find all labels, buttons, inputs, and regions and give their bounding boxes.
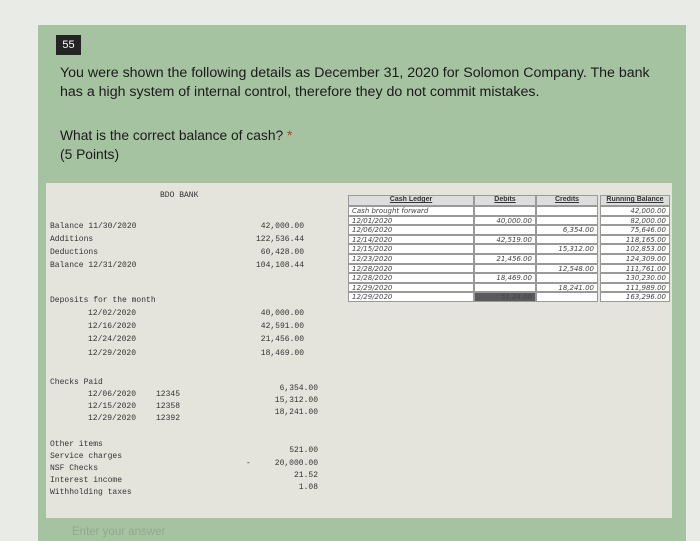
ledger-debit-column	[474, 195, 536, 302]
question-image	[46, 183, 672, 518]
summary-label-0: Balance 11/30/2020	[50, 222, 137, 231]
ledger-desc-8: 12/29/2020	[348, 283, 474, 293]
deposit-value-0: 40,000.00	[260, 309, 304, 318]
question-number-badge: 55	[56, 35, 81, 55]
other-label-3: Withholding taxes	[50, 488, 132, 497]
deposit-value-3: 18,469.00	[260, 349, 304, 358]
question-points: (5 Points)	[60, 147, 120, 162]
ledger-header-balance: Running Balance	[600, 195, 670, 206]
summary-label-1: Additions	[50, 235, 94, 244]
summary-value-1: 122,536.44	[255, 235, 304, 244]
ledger-credit-5	[536, 254, 598, 264]
deposit-date-3: 12/29/2020	[88, 349, 137, 358]
cash-ledger-table	[346, 195, 672, 365]
check-number-2: 12392	[156, 414, 181, 423]
ledger-debit-8	[474, 283, 536, 293]
checks-label: Checks Paid	[50, 378, 103, 387]
ledger-credit-9	[536, 292, 598, 302]
check-date-0: 12/06/2020	[88, 390, 137, 399]
ledger-header-debits: Debits	[474, 195, 536, 206]
ledger-credit-0	[536, 206, 598, 216]
ledger-debit-total: 51,24 00	[474, 292, 536, 302]
ledger-debit-4	[474, 244, 536, 254]
ledger-debit-2	[474, 225, 536, 235]
ledger-balance-2: 75,646.00	[600, 225, 670, 235]
summary-value-3: 104,108.44	[255, 261, 304, 270]
ledger-header-desc: Cash Ledger	[348, 195, 474, 206]
other-dash: -	[246, 459, 251, 468]
other-value-1: 20,000.00	[274, 459, 318, 468]
other-label-2: Interest income	[50, 476, 123, 485]
other-value-2: 21.52	[293, 471, 318, 480]
question-text: You were shown the following details as December 31, 2020 for Solomon Company. The bank has a high system of internal control, therefore they do not commit mistakes.	[60, 65, 650, 100]
ledger-debit-1: 40,000.00	[474, 216, 536, 226]
ledger-credit-3	[536, 235, 598, 245]
ledger-desc-column	[348, 195, 474, 302]
check-value-2: 18,241.00	[274, 408, 318, 417]
ledger-debit-6	[474, 264, 536, 274]
check-value-1: 15,312.00	[274, 396, 318, 405]
ledger-desc-1: 12/01/2020	[348, 216, 474, 226]
deposit-date-0: 12/02/2020	[88, 309, 137, 318]
deposit-value-1: 42,591.00	[260, 322, 304, 331]
summary-value-2: 60,428.00	[260, 248, 304, 257]
ledger-desc-9: 12/29/2020	[348, 292, 474, 302]
check-number-0: 12345	[156, 390, 181, 399]
check-date-2: 12/29/2020	[88, 414, 137, 423]
deposit-date-1: 12/16/2020	[88, 322, 137, 331]
ledger-header-credits: Credits	[536, 195, 598, 206]
deposits-label: Deposits for the month	[50, 296, 156, 305]
ledger-desc-6: 12/28/2020	[348, 264, 474, 274]
ledger-credit-2: 6,354.00	[536, 225, 598, 235]
answer-input[interactable]: Enter your answer	[72, 526, 166, 538]
ledger-desc-2: 12/06/2020	[348, 225, 474, 235]
required-mark: *	[287, 128, 293, 143]
ledger-credit-1	[536, 216, 598, 226]
other-value-3: 1.08	[298, 483, 318, 492]
ledger-desc-3: 12/14/2020	[348, 235, 474, 245]
ledger-balance-3: 118,165.00	[600, 235, 670, 245]
other-value-0: 521.00	[289, 446, 318, 455]
ledger-credit-column	[536, 195, 598, 302]
ledger-desc-7: 12/28/2020	[348, 273, 474, 283]
bank-title: BDO BANK	[160, 191, 199, 200]
ledger-credit-7	[536, 273, 598, 283]
ledger-balance-9: 163,296.00	[600, 292, 670, 302]
question-prompt	[60, 126, 292, 145]
check-value-0: 6,354.00	[279, 384, 318, 393]
ledger-balance-5: 124,309.00	[600, 254, 670, 264]
ledger-debit-7: 18,469.00	[474, 273, 536, 283]
check-number-1: 12358	[156, 402, 181, 411]
deposit-value-2: 21,456.00	[260, 335, 304, 344]
other-items-label: Other items	[50, 440, 103, 449]
ledger-desc-4: 12/15/2020	[348, 244, 474, 254]
ledger-credit-6: 12,548.00	[536, 264, 598, 274]
ledger-credit-8: 18,241.00	[536, 283, 598, 293]
question-prompt-text: What is the correct balance of cash?	[60, 128, 284, 143]
deposit-date-2: 12/24/2020	[88, 335, 137, 344]
summary-value-0: 42,000.00	[260, 222, 304, 231]
ledger-debit-0	[474, 206, 536, 216]
ledger-debit-5: 21,456.00	[474, 254, 536, 264]
ledger-balance-6: 111,761.00	[600, 264, 670, 274]
ledger-desc-0: Cash brought forward	[348, 206, 474, 216]
other-label-0: Service charges	[50, 452, 123, 461]
ledger-balance-0: 42,000.00	[600, 206, 670, 216]
ledger-balance-8: 111,989.00	[600, 283, 670, 293]
ledger-balance-1: 82,000.00	[600, 216, 670, 226]
summary-label-3: Balance 12/31/2020	[50, 261, 137, 270]
ledger-debit-3: 42,519.00	[474, 235, 536, 245]
ledger-balance-7: 130,230.00	[600, 273, 670, 283]
summary-label-2: Deductions	[50, 248, 99, 257]
ledger-desc-5: 12/23/2020	[348, 254, 474, 264]
check-date-1: 12/15/2020	[88, 402, 137, 411]
ledger-balance-4: 102,853.00	[600, 244, 670, 254]
ledger-credit-4: 15,312.00	[536, 244, 598, 254]
other-label-1: NSF Checks	[50, 464, 99, 473]
ledger-balance-column	[600, 195, 670, 302]
